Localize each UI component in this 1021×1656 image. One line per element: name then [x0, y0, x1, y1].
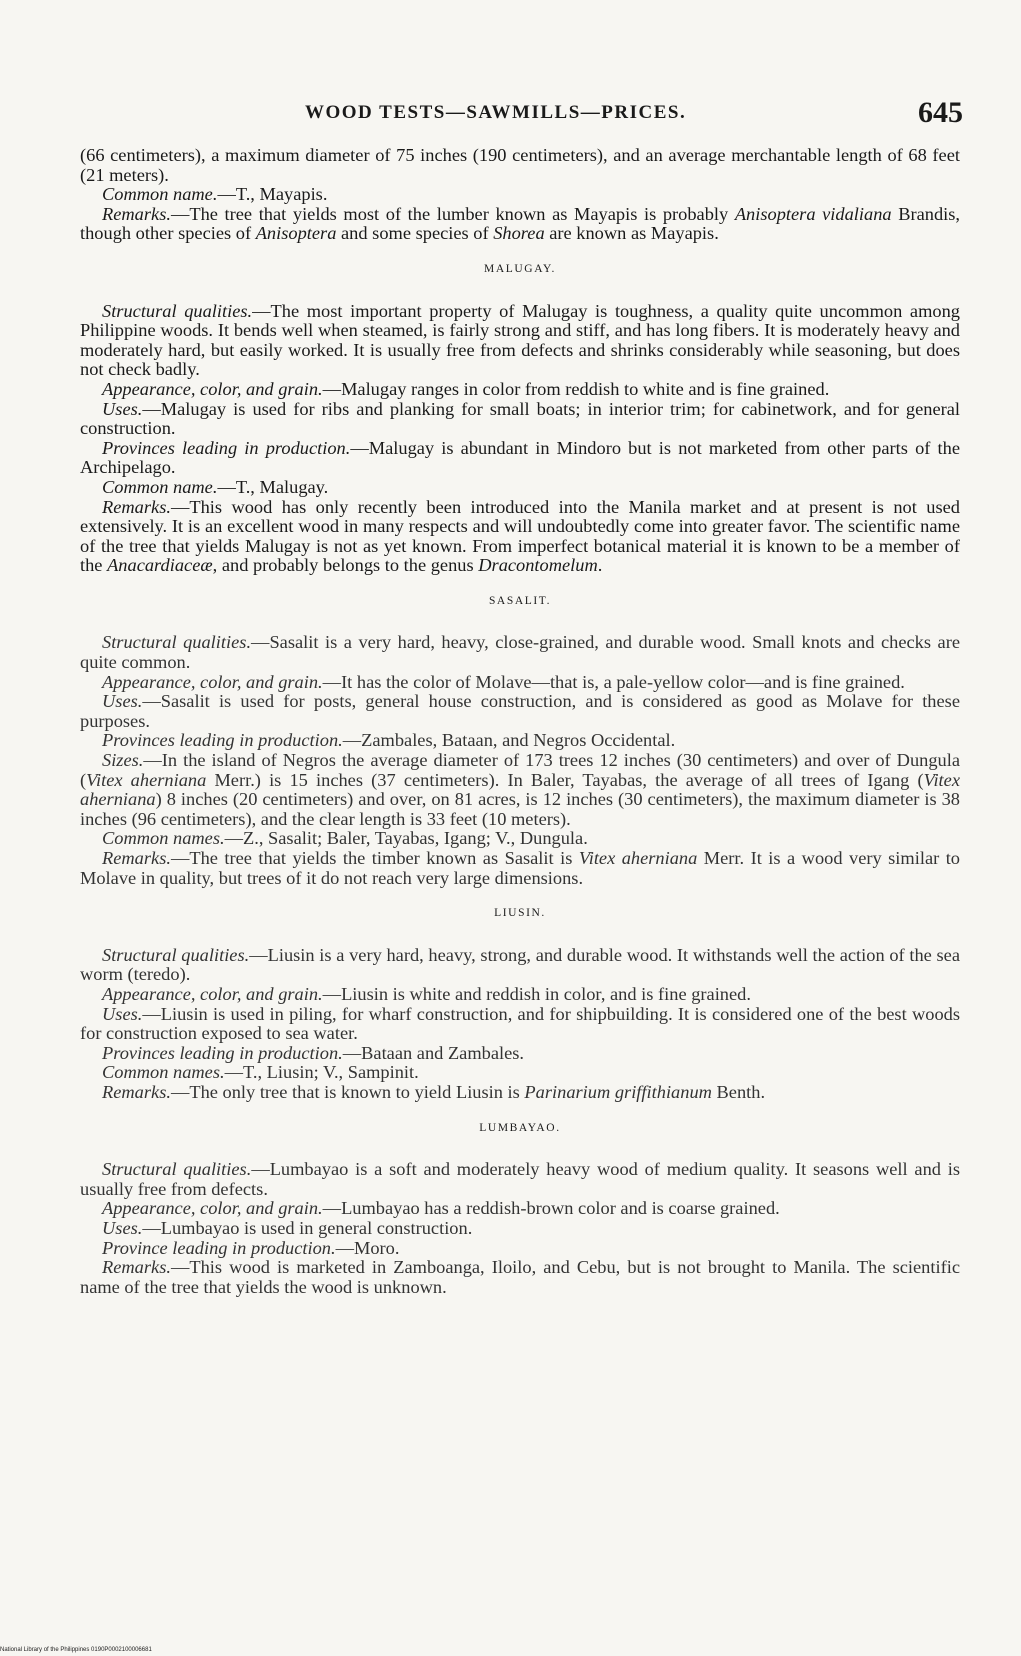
lumbayao-appearance: Appearance, color, and grain.—Lumbayao has a reddish-brown color and is coarse grained.: [102, 1198, 780, 1219]
lumbayao-provinces: Province leading in production.—Moro.: [102, 1237, 400, 1258]
malugay-provinces: Provinces leading in production.—Malugay is abundant in Mindoro but is not marketed from other parts of the Archipelago.: [80, 437, 960, 478]
lumbayao-remarks: Remarks.—This wood is marketed in Zamboanga, Iloilo, and Cebu, but is not brought to Manila. The scientific name of the tree that yields the wood is unknown.: [80, 1257, 960, 1297]
malugay-remarks: Remarks.—This wood has only recently been introduced into the Manila market and at present is not used extensively. It is an excellent wood in many respects and will undoubtedly come into greater favor. The scientific name of the tree that yields Malugay is not as yet known. From imperfect botanical material it is known to be a member of the Anacardiaceæ, and probably belongs to the genus Dracontomelum.: [80, 496, 960, 576]
sasalit-provinces: Provinces leading in production.—Zambales, Bataan, and Negros Occidental.: [102, 730, 676, 751]
body-text: [80, 146, 960, 1297]
liusin-provinces: Provinces leading in production.—Bataan and Zambales.: [102, 1042, 525, 1063]
malugay-uses: Uses.—Malugay is used for ribs and planking for small boats; in interior trim; for cabinetwork, and for general construction.: [80, 398, 960, 439]
lumbayao-structural: Structural qualities.—Lumbayao is a soft and moderately heavy wood of medium quality. It seasons well and is usually free from defects.: [80, 1159, 960, 1199]
malugay-appearance: Appearance, color, and grain.—Malugay ranges in color from reddish to white and is fine grained.: [102, 378, 830, 399]
running-title: WOOD TESTS—SAWMILLS—PRICES.: [305, 102, 687, 123]
sasalit-remarks: Remarks.—The tree that yields the timber known as Sasalit is Vitex aherniana Merr. It is a wood very similar to Molave in quality, but trees of it do not reach very large dimensions.: [80, 848, 960, 888]
section-heading-malugay: MALUGAY.: [484, 262, 556, 275]
sasalit-appearance: Appearance, color, and grain.—It has the color of Molave—that is, a pale-yellow color—and is fine grained.: [102, 671, 905, 692]
section-heading-liusin: LIUSIN.: [494, 907, 546, 920]
lumbayao-uses: Uses.—Lumbayao is used in general construction.: [102, 1217, 473, 1238]
section-heading-lumbayao: LUMBAYAO.: [479, 1121, 561, 1134]
section-lumbayao: [80, 1119, 960, 1298]
intro-continuation: (66 centimeters), a maximum diameter of 75 inches (190 centimeters), and an average merchantable length of 68 feet (21 meters).: [80, 145, 960, 185]
sasalit-common-names: Common names.—Z., Sasalit; Baler, Tayabas, Igang; V., Dungula.: [102, 828, 588, 849]
malugay-common-name: Common name.—T., Malugay.: [102, 476, 329, 497]
intro-remarks: Remarks.—The tree that yields most of the lumber known as Mayapis is probably Anisoptera vidaliana Brandis, though other species of Anisoptera and some species of Shorea are known as Mayapis.: [80, 203, 961, 244]
sasalit-uses: Uses.—Sasalit is used for posts, general house construction, and is considered as good as Molave for these purposes.: [80, 691, 960, 731]
liusin-remarks: Remarks.—The only tree that is known to yield Liusin is Parinarium griffithianum Benth.: [102, 1081, 766, 1102]
liusin-common-names: Common names.—T., Liusin; V., Sampinit.: [102, 1062, 419, 1083]
library-footer-tag: National Library of the Philippines 0190P0002100006681: [0, 1647, 152, 1653]
liusin-structural: Structural qualities.—Liusin is a very hard, heavy, strong, and durable wood. It withstands well the action of the sea worm (teredo).: [80, 944, 960, 985]
sasalit-sizes: Sizes.—In the island of Negros the average diameter of 173 trees 12 inches (30 centimeters) and over of Dungula (Vitex aherniana Merr.) is 15 inches (37 centimeters). In Baler, Tayabas, the average of all trees of Igang (Vitex aherniana) 8 inches (20 centimeters) and over, on 81 acres, is 12 inches (30 centimeters), the maximum diameter is 38 inches (96 centimeters), and the clear length is 33 feet (10 meters).: [80, 750, 960, 829]
page-number: 645: [918, 96, 963, 129]
liusin-uses: Uses.—Liusin is used in piling, for wharf construction, and for shipbuilding. It is considered one of the best woods for construction exposed to sea water.: [80, 1003, 960, 1044]
section-liusin: [80, 904, 960, 1102]
sasalit-structural: Structural qualities.—Sasalit is a very hard, heavy, close-grained, and durable wood. Small knots and checks are quite common.: [80, 632, 960, 673]
liusin-appearance: Appearance, color, and grain.—Liusin is white and reddish in color, and is fine grained.: [102, 983, 751, 1004]
malugay-structural: Structural qualities.—The most important property of Malugay is toughness, a quality quite uncommon among Philippine woods. It bends well when steamed, is fairly strong and stiff, and has long fibers. It is moderately heavy and moderately hard, but easily worked. It is usually free from defects and shrinks considerably while seasoning, but does not check badly.: [80, 300, 960, 380]
section-heading-sasalit: SASALIT.: [488, 594, 552, 607]
page-header: [0, 96, 1021, 136]
intro-common-name: Common name.—T., Mayapis.: [102, 184, 328, 205]
section-sasalit: [80, 592, 960, 888]
